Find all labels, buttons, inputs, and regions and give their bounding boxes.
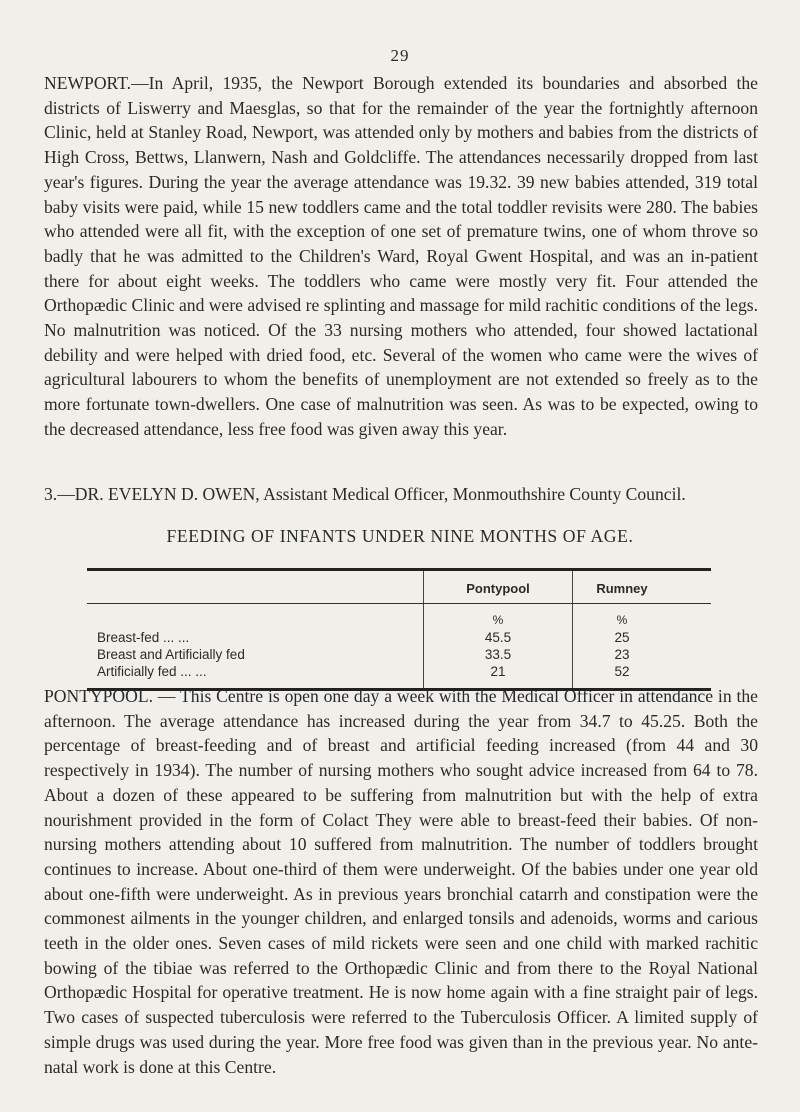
row-label: Artificially fed ... ... xyxy=(97,664,207,679)
row-label: Breast and Artificially fed xyxy=(97,647,245,662)
row-value-rumney: 25 xyxy=(573,629,712,646)
newport-paragraph: NEWPORT.—In April, 1935, the Newport Borough extended its boundaries and absorbed the districts of Liswerry and Maesglas, so that for the remainder of the year the fortnightly afternoon Clinic, held at Stanley Road, Newport, was attended only by mothers and babies from the districts of High Cross, Bettws, Llanwern, Nash and Goldcliffe. The attendances necessarily dropped from last year's figures. During the year the average attendance was 19.32. 39 new babies attended, 319 total baby visits were paid, while 15 new toddlers came and the total toddler revisits were 280. The babies who attended were all fit, with the exception of one set of premature twins, one of whom throve so badly that he was admitted to the Children's Ward, Royal Gwent Hospital, and was an in-patient there for about eight weeks. The toddlers who came were mostly very fit. Four attended the Orthopædic Clinic and were advised re splinting and massage for mild rachitic conditions of the legs. No malnutrition was noticed. Of the 33 nursing mothers who attended, four showed lactational debility and were helped with dried food, etc. Several of the women who came were the wives of agricultural labourers to whom the benefits of unemployment are not extended so freely as to the more fortunate town-dwellers. One case of malnutrition was seen. As was to be expected, owing to the decreased attendance, less free food was given away this year. xyxy=(44,73,758,439)
table-header-blank xyxy=(87,571,424,604)
table-header-row xyxy=(87,571,711,604)
table-units-row xyxy=(87,604,711,630)
unit-rumney: % xyxy=(573,604,712,630)
row-value-pontypool: 45.5 xyxy=(424,629,573,646)
table-header-pontypool: Pontypool xyxy=(424,571,573,604)
pontypool-paragraph: PONTYPOOL. — This Centre is open one day a week with the Medical Officer in attendance in the afternoon. The average attendance has increased during the year from 34.7 to 45.25. Both the percentage of breast-feeding and of breast and artificial feeding increased (from 44 and 30 respectively in 1934). The number of nursing mothers who sought advice increased from 64 to 78. About a dozen of these appeared to be suffering from malnutrition but with the help of extra nourishment provided in the form of Colact They were able to breast-feed their babies. Of non-nursing mothers attending about 10 suffered from malnutrition. The number of toddlers brought continues to increase. About one-third of them were underweight. Of the babies under one year old about one-fifth were underweight. As in previous years bronchial catarrh and constipation were the commonest ailments in the younger children, and enlarged tonsils and adenoids, worms and carious teeth in the older ones. Seven cases of mild rickets were seen and one child with marked rachitic bowing of the tibiae was referred to the Orthopædic Clinic and from there to the Royal National Orthopædic Hospital for operative treatment. He is now home again with a fine straight pair of legs. Two cases of suspected tuberculosis were referred to the Tuberculosis Officer. A limited supply of simple drugs was used during the year. More free food was given than in the previous year. No ante-natal work is done at this Centre. xyxy=(44,686,758,1077)
row-label: Breast-fed ... ... xyxy=(97,630,190,645)
unit-pontypool: % xyxy=(424,604,573,630)
row-value-rumney: 52 xyxy=(573,663,712,688)
feeding-heading: FEEDING OF INFANTS UNDER NINE MONTHS OF AGE. xyxy=(166,526,634,546)
page-number: 29 xyxy=(390,46,410,65)
owen-heading: 3.—DR. EVELYN D. OWEN, Assistant Medical Officer, Monmouthshire County Council. xyxy=(44,484,686,504)
row-value-pontypool: 21 xyxy=(424,663,573,688)
row-value-pontypool: 33.5 xyxy=(424,646,573,663)
table-header-rumney: Rumney xyxy=(573,571,712,604)
table-row xyxy=(87,646,711,663)
feeding-table xyxy=(87,568,711,691)
row-value-rumney: 23 xyxy=(573,646,712,663)
table-row xyxy=(87,629,711,646)
